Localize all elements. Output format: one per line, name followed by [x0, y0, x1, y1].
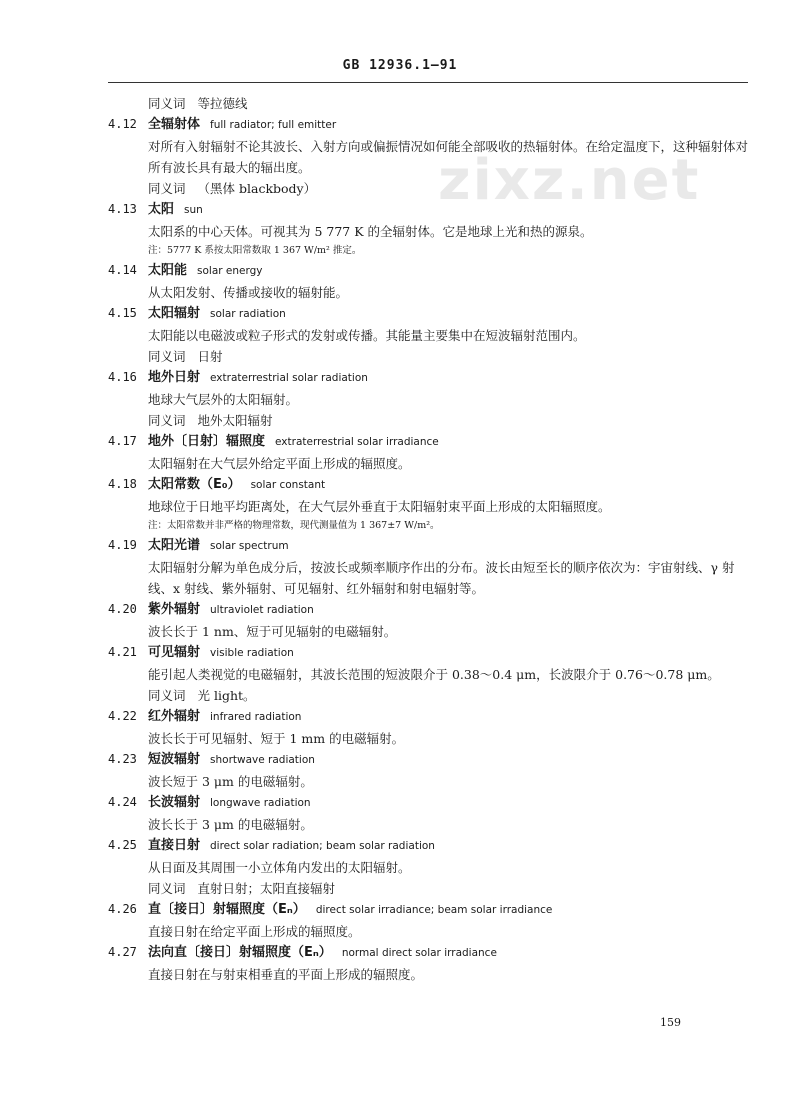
term-synonym	[108, 878, 748, 899]
term-heading	[108, 706, 748, 728]
term-entry	[108, 260, 748, 303]
term-heading	[108, 431, 748, 453]
term-entry	[108, 114, 748, 199]
term-chinese: 地外日射	[148, 370, 201, 385]
term-number: 4.13	[108, 202, 137, 216]
term-chinese: 红外辐射	[148, 709, 201, 724]
term-chinese: 地外〔日射〕辐照度	[148, 434, 266, 449]
term-definition: 直接日射在与射束相垂直的平面上形成的辐照度。	[148, 967, 424, 982]
term-number: 4.22	[108, 709, 137, 723]
term-entry	[108, 599, 748, 642]
term-heading	[108, 599, 748, 621]
term-chinese: 全辐射体	[148, 117, 201, 132]
term-number: 4.24	[108, 795, 137, 809]
watermark-text: zixz.net	[438, 148, 701, 213]
term-entry	[108, 474, 748, 535]
term-note: 注：太阳常数并非严格的物理常数，现代测量值为 1 367±7 W/m²。	[148, 520, 440, 531]
term-english: visible radiation	[210, 647, 294, 659]
term-chinese: 法向直〔接日〕射辐照度（Eₙ）	[148, 945, 332, 960]
term-english: direct solar irradiance; beam solar irradiance	[315, 904, 553, 916]
term-definition: 能引起人类视觉的电磁辐射，其波长范围的短波限介于 0.38～0.4 μm，长波限介于 0.76～0.78 μm。	[148, 667, 720, 682]
term-chinese: 长波辐射	[148, 795, 201, 810]
term-note: 注：5777 K 系按太阳常数取 1 367 W/m² 推定。	[148, 245, 362, 256]
term-english: solar constant	[250, 479, 326, 491]
term-heading	[108, 749, 748, 771]
term-entry	[108, 642, 748, 706]
term-heading	[108, 474, 748, 496]
term-number: 4.18	[108, 477, 137, 491]
term-number: 4.17	[108, 434, 137, 448]
term-entry	[108, 303, 748, 367]
term-chinese: 直〔接日〕射辐照度（Eₙ）	[148, 902, 306, 917]
term-chinese: 太阳辐射	[148, 306, 201, 321]
page-number: 159	[660, 1016, 681, 1029]
term-chinese: 直接日射	[148, 838, 201, 853]
term-heading	[108, 260, 748, 282]
standard-code-header: GB 12936.1—91	[342, 58, 458, 73]
term-entry	[108, 706, 748, 749]
term-heading	[108, 942, 748, 964]
term-definition: 地球位于日地平均距离处，在大气层外垂直于太阳辐射束平面上形成的太阳辐照度。	[148, 499, 611, 514]
term-number: 4.25	[108, 838, 137, 852]
synonym-text: （黑体 blackbody）	[197, 181, 317, 196]
term-synonym	[108, 346, 748, 367]
synonym-text: 直射日射；太阳直接辐射	[197, 881, 336, 896]
header-rule	[108, 82, 748, 83]
term-number: 4.14	[108, 263, 137, 277]
term-chinese: 短波辐射	[148, 752, 201, 767]
synonym-label: 同义词	[148, 349, 186, 364]
synonym-label: 同义词	[148, 688, 186, 703]
term-number: 4.20	[108, 602, 137, 616]
term-entry	[108, 792, 748, 835]
term-entry	[108, 942, 748, 985]
term-english: solar energy	[197, 265, 263, 277]
term-entry	[108, 835, 748, 899]
term-definition: 太阳辐射在大气层外给定平面上形成的辐照度。	[148, 456, 411, 471]
term-chinese: 可见辐射	[148, 645, 201, 660]
term-synonym	[108, 178, 748, 199]
term-synonym	[108, 410, 748, 431]
term-english: extraterrestrial solar irradiance	[275, 436, 439, 448]
term-list	[108, 93, 748, 985]
term-definition: 从日面及其周围一小立体角内发出的太阳辐射。	[148, 860, 411, 875]
term-definition: 波长长于可见辐射、短于 1 mm 的电磁辐射。	[148, 731, 405, 746]
term-english: infrared radiation	[210, 711, 302, 723]
term-definition: 太阳辐射分解为单色成分后，按波长或频率顺序作出的分布。波长由短至长的顺序依次为：宇宙射线、γ 射线、x 射线、紫外辐射、可见辐射、红外辐射和射电辐射等。	[148, 560, 735, 596]
term-heading	[108, 535, 748, 557]
term-entry	[108, 367, 748, 431]
term-chinese: 太阳	[148, 202, 175, 217]
term-english: shortwave radiation	[210, 754, 315, 766]
term-chinese: 太阳能	[148, 263, 188, 278]
term-heading	[108, 199, 748, 221]
term-number: 4.26	[108, 902, 137, 916]
term-english: solar spectrum	[210, 540, 289, 552]
term-entry	[108, 749, 748, 792]
term-number: 4.27	[108, 945, 137, 959]
term-entry	[108, 199, 748, 260]
term-heading	[108, 303, 748, 325]
term-heading	[108, 835, 748, 857]
term-english: ultraviolet radiation	[210, 604, 314, 616]
term-english: sun	[184, 204, 203, 216]
synonym-label: 同义词	[148, 881, 186, 896]
term-definition: 太阳能以电磁波或粒子形式的发射或传播。其能量主要集中在短波辐射范围内。	[148, 328, 586, 343]
term-entry	[108, 535, 748, 599]
term-entry	[108, 899, 748, 942]
term-chinese: 太阳光谱	[148, 538, 201, 553]
term-definition: 地球大气层外的太阳辐射。	[148, 392, 299, 407]
term-entry	[108, 431, 748, 474]
term-english: extraterrestrial solar radiation	[210, 372, 368, 384]
term-synonym	[108, 685, 748, 706]
term-number: 4.16	[108, 370, 137, 384]
term-definition: 波长长于 1 nm、短于可见辐射的电磁辐射。	[148, 624, 397, 639]
synonym-text: 地外太阳辐射	[197, 413, 273, 428]
term-heading	[108, 642, 748, 664]
term-english: full radiator; full emitter	[210, 119, 337, 131]
term-number: 4.19	[108, 538, 137, 552]
synonym-text: 等拉德线	[197, 96, 248, 111]
synonym-text: 光 light。	[197, 688, 256, 703]
entries-container	[108, 114, 748, 985]
term-definition: 直接日射在给定平面上形成的辐照度。	[148, 924, 361, 939]
term-definition: 从太阳发射、传播或接收的辐射能。	[148, 285, 349, 300]
continued-synonym-line	[108, 93, 748, 114]
term-heading	[108, 114, 748, 136]
term-definition: 波长短于 3 μm 的电磁辐射。	[148, 774, 313, 789]
term-number: 4.12	[108, 117, 137, 131]
term-heading	[108, 792, 748, 814]
synonym-label: 同义词	[148, 96, 186, 111]
term-definition: 对所有入射辐射不论其波长、入射方向或偏振情况如何能全部吸收的热辐射体。在给定温度下，这种辐射体对所有波长具有最大的辐出度。	[148, 139, 749, 175]
term-definition: 太阳系的中心天体。可视其为 5 777 K 的全辐射体。它是地球上光和热的源泉。	[148, 224, 593, 239]
synonym-label: 同义词	[148, 181, 186, 196]
term-heading	[108, 899, 748, 921]
term-definition: 波长长于 3 μm 的电磁辐射。	[148, 817, 313, 832]
term-chinese: 太阳常数（E₀）	[148, 477, 241, 492]
term-chinese: 紫外辐射	[148, 602, 201, 617]
term-english: longwave radiation	[210, 797, 311, 809]
term-english: normal direct solar irradiance	[341, 947, 497, 959]
term-heading	[108, 367, 748, 389]
term-number: 4.23	[108, 752, 137, 766]
synonym-label: 同义词	[148, 413, 186, 428]
term-english: direct solar radiation; beam solar radiation	[210, 840, 435, 852]
term-number: 4.21	[108, 645, 137, 659]
term-number: 4.15	[108, 306, 137, 320]
term-english: solar radiation	[210, 308, 286, 320]
synonym-text: 日射	[197, 349, 223, 364]
